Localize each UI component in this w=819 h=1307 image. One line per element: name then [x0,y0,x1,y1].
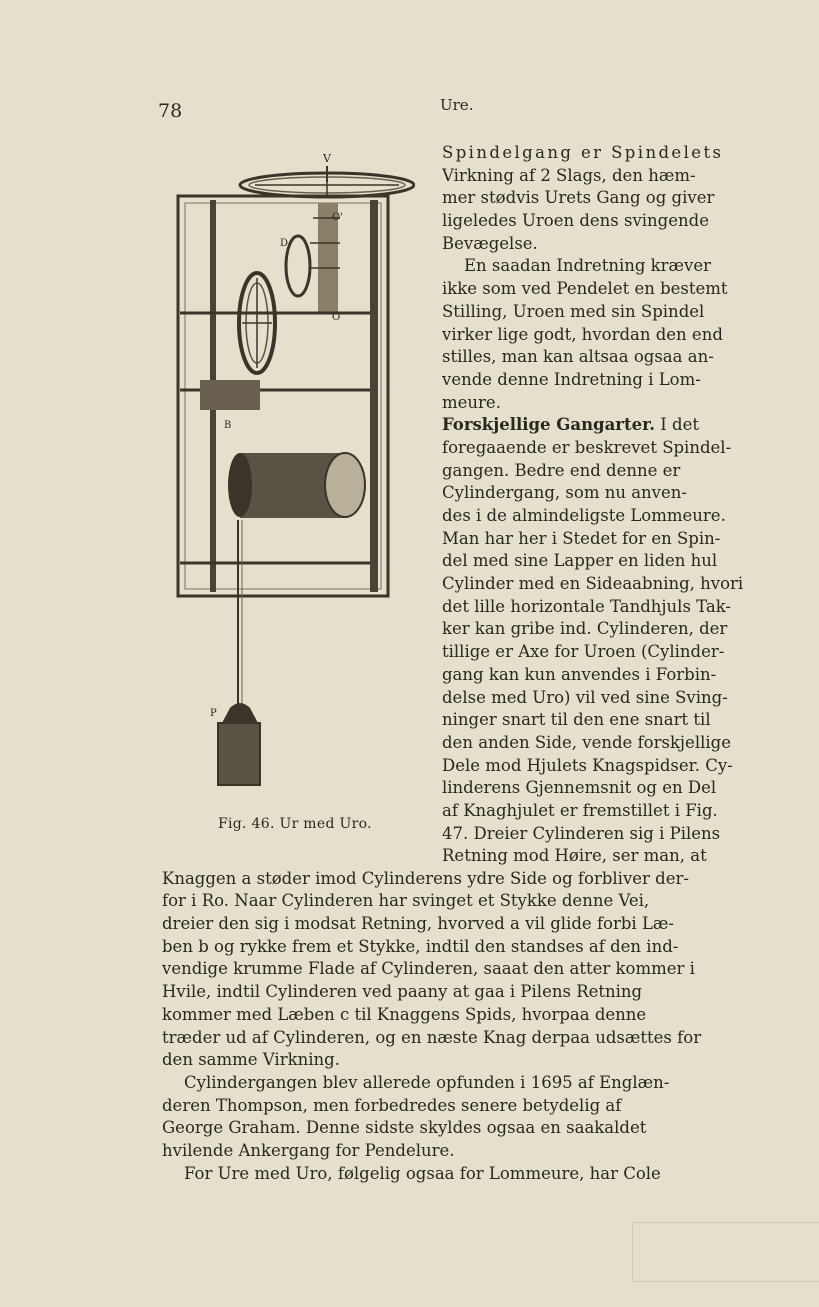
figure-label-o-prime: O' [332,212,343,223]
text-line: foregaaende er beskrevet Spindel- [442,437,732,457]
text-line: deren Thompson, men forbedredes senere betydelig af [162,1095,622,1115]
text-line: vende denne Indretning i Lom- [442,369,701,389]
text-line: Spindelgang er Spindelets [442,143,724,162]
text-line: virker lige godt, hvordan den end [442,324,723,344]
text-line: den samme Virkning. [162,1050,340,1070]
section-heading-line [442,414,766,437]
text-line: Dele mod Hjulets Knagspidser. Cy- [442,755,733,775]
text-line: ben b og rykke frem et Stykke, indtil den standses af den ind- [162,936,679,956]
running-head: Ure. [440,96,474,114]
text-line: Cylinder med en Sideaabning, hvori [442,574,744,594]
figure-label-v: V [323,152,331,165]
page-number: 78 [158,100,183,122]
text-line: vendige krumme Flade af Cylinderen, saaat den atter kommer i [162,959,695,979]
clock-mechanism-illustration [160,148,415,798]
text-line: meure. [442,392,501,412]
text-line: Virkning af 2 Slags, den hæm- [442,165,696,185]
text-line: gangen. Bedre end denne er [442,460,681,480]
text-line: linderens Gjennemsnit og en Del [442,778,717,798]
text-line: Bevægelse. [442,233,538,253]
text-line: hvilende Ankergang for Pendelure. [162,1140,455,1160]
text-line: For Ure med Uro, følgelig ogsaa for Lommeure, har Cole [184,1163,661,1183]
text-line: Cylindergang, som nu anven- [442,483,687,503]
text-line: den anden Side, vende forskjellige [442,732,731,752]
text-line: Stilling, Uroen med sin Spindel [442,301,705,321]
text-line: ninger snart til den ene snart til [442,710,711,730]
heading-tail: I det [660,415,700,435]
text-line: Retning mod Høire, ser man, at [442,846,707,865]
text-line: Man har her i Stedet for en Spin- [442,528,721,548]
text-line: kommer med Læben c til Knaggens Spids, hvorpaa denne [162,1004,647,1024]
section-heading: Forskjellige Gangarter. [442,415,656,435]
text-line: En saadan Indretning kræver [464,256,712,276]
text-line: dreier den sig i modsat Retning, hvorved a vil glide forbi Læ- [162,914,674,934]
text-line: George Graham. Denne sidste skyldes ogsaa en saakaldet [162,1118,647,1138]
text-line: det lille horizontale Tandhjuls Tak- [442,596,732,616]
text-line: des i de almindeligste Lommeure. [442,506,726,525]
text-line: del med sine Lapper en liden hul [442,551,718,571]
text-line: delse med Uro) vil ved sine Sving- [442,687,728,707]
text-line: træder ud af Cylinderen, og en næste Knag derpaa udsættes for [162,1027,702,1047]
text-line: gang kan kun anvendes i Forbin- [442,664,717,684]
clock-mechanism-figure [160,148,415,798]
text-line: mer stødvis Urets Gang og giver [442,188,715,208]
text-line: Cylindergangen blev allerede opfunden i 1695 af Englæn- [184,1072,670,1092]
figure-label-b: B [224,420,232,431]
right-column-text [442,142,766,845]
text-line: ligeledes Uroen dens svingende [442,211,709,231]
text-line: af Knaghjulet er fremstillet i Fig. [442,800,718,820]
text-line: ker kan gribe ind. Cylinderen, der [442,619,728,639]
text-line: Knaggen a støder imod Cylinderens ydre Side og forbliver der- [162,868,689,888]
figure-caption: Fig. 46. Ur med Uro. [218,816,372,832]
text-line: Hvile, indtil Cylinderen ved paany at gaa i Pilens Retning [162,982,643,1002]
text-line: tillige er Axe for Uroen (Cylinder- [442,642,725,662]
figure-label-p: P [210,708,217,719]
text-line: for i Ro. Naar Cylinderen har svinget et Stykke denne Vei, [162,891,650,911]
text-line: 47. Dreier Cylinderen sig i Pilens [442,823,721,843]
figure-label-o: O [332,312,341,323]
figure-label-d: D [280,238,289,249]
scan-edge-mark [632,1222,819,1282]
text-line: ikke som ved Pendelet en bestemt [442,279,728,299]
full-width-text [162,845,766,1185]
text-line: stilles, man kan altsaa ogsaa an- [442,347,714,367]
